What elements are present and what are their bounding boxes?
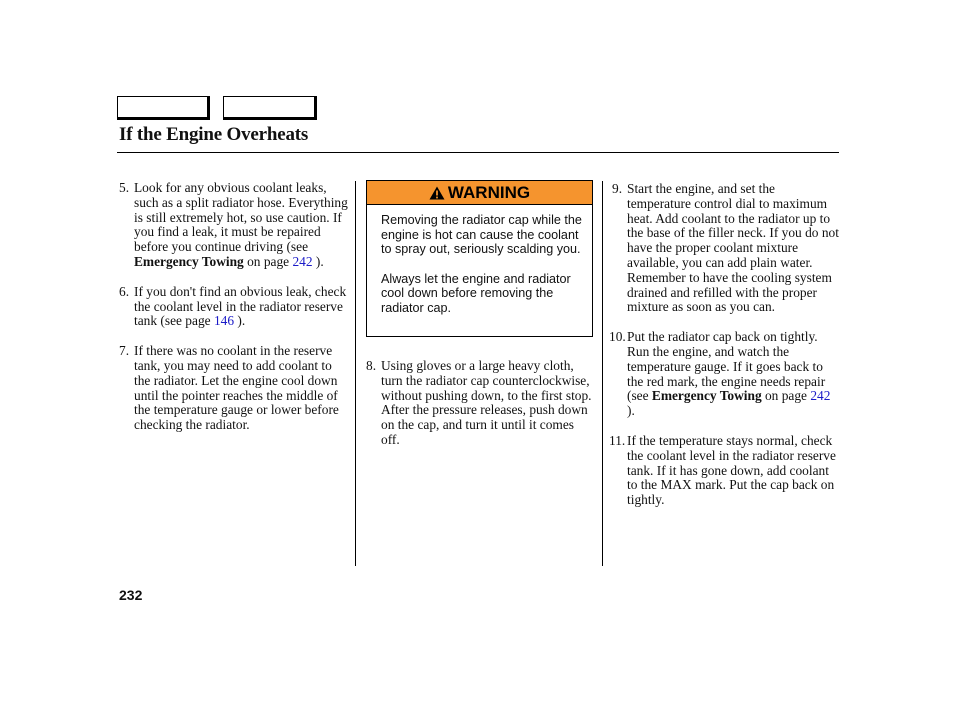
warning-triangle-icon [429,186,445,200]
step-8: 8. Using gloves or a large heavy cloth, turn the radiator cap counterclockwise, without pushing down, to the first stop. After the pressure releases, push down on the cap, and turn it until it comes off. [366,358,592,447]
column-middle [366,359,594,463]
column-divider-left [355,181,356,566]
page-link-242[interactable]: 242 [292,253,313,269]
step-10: 10. Put the radiator cap back on tightly. Run the engine, and watch the temperature gauge. If it goes back to the red mark, the engine needs repair (see Emergency Towing on page 242 ). [609,329,831,419]
page-link-242[interactable]: 242 [810,388,831,404]
emergency-towing-ref: Emergency Towing [651,388,762,404]
page-title: If the Engine Overheats [119,124,309,145]
column-left [119,181,349,448]
title-divider [117,152,839,153]
warning-box [366,180,593,337]
emergency-towing-ref: Emergency Towing [134,253,244,269]
warning-paragraph: Always let the engine and radiator cool down before removing the radiator cap. [381,271,571,315]
step-11: 11. If the temperature stays normal, check the coolant level in the radiator reserve tank. If it has gone down, add coolant to the MAX mark. Put the cap back on tightly. [609,432,836,508]
step-7: 7. If there was no coolant in the reserve tank, you may need to add coolant to the radiator. Let the engine cool down until the pointer reaches the middle of the temperature gauge or lower before checking the radiator. [119,343,339,433]
column-right [609,182,839,523]
step-5: 5. Look for any obvious coolant leaks, such as a split radiator hose. Everything is still extremely hot, so use caution. If you find a leak, it must be repaired before you continue driving (see Emergency Towing on page 242 ). [119,180,348,269]
step-9: 9. Start the engine, and set the temperature control dial to maximum heat. Add coolant to the radiator up to the base of the filler neck. If you do not have the proper coolant mixture available, you can add plain water. Remember to have the cooling system drained and refilled with the proper mixture as soon as you can. [612,181,839,315]
nav-tab-2[interactable] [223,96,317,120]
page-link-146[interactable]: 146 [213,313,235,329]
page-number: 232 [119,587,143,603]
warning-paragraph: Removing the radiator cap while the engine is hot can cause the coolant to spray out, seriously scalding you. [381,213,582,257]
warning-text [367,205,592,316]
warning-header: WARNING [367,181,592,205]
step-6: 6. If you don't find an obvious leak, check the coolant level in the radiator reserve tank (see page 146 ). [119,283,347,329]
nav-tab-1[interactable] [117,96,210,120]
column-divider-right [602,181,603,566]
